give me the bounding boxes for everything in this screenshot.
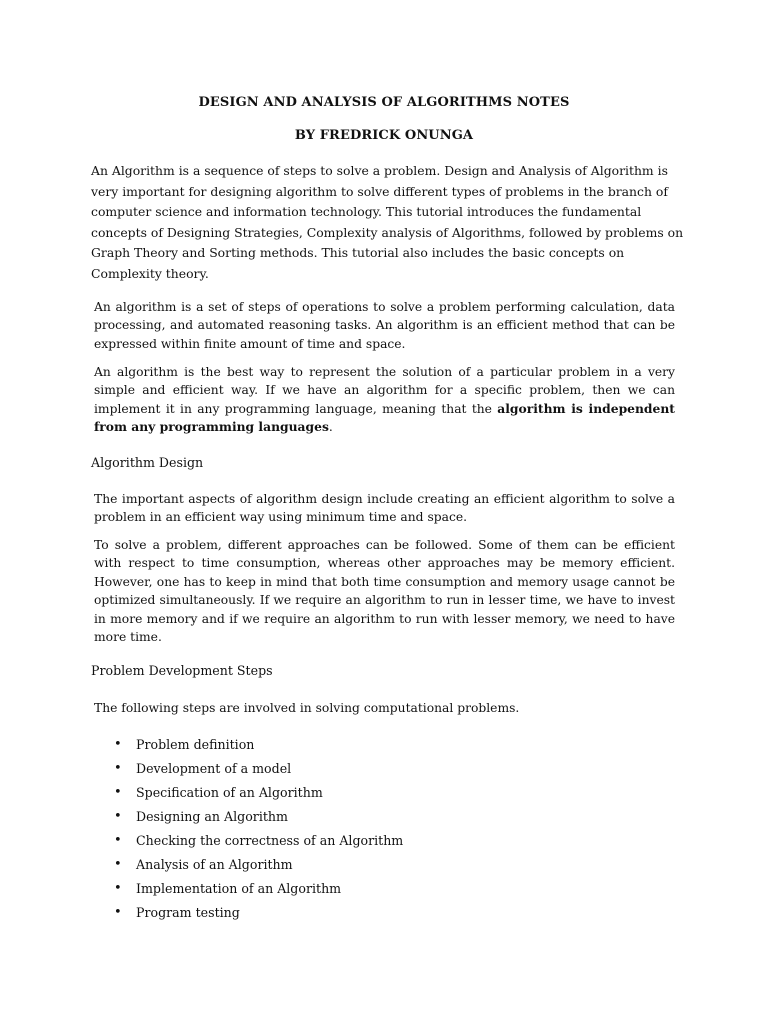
list-item: • Problem definition [112, 736, 403, 760]
list-item: • Checking the correctness of an Algorithm [112, 832, 403, 856]
design-aspects-paragraph: The important aspects of algorithm design include creating an efficient algorithm to solve a problem in an efficient way using minimum time and space. [94, 492, 675, 525]
definition-paragraph: An algorithm is a set of steps of operations to solve a problem performing calculation, data processing, and automated reasoning tasks. An algorithm is an efficient method that can be expressed within finite amount of time and space. [94, 300, 675, 351]
steps-intro-paragraph: The following steps are involved in solving computational problems. [94, 701, 520, 715]
steps-list [112, 736, 403, 928]
best-way-paragraph [94, 363, 675, 437]
best-way-text: An algorithm is the best way to represent the solution of a particular problem in a very simple and efficient way. If we have an algorithm for a specific problem, then we can implement it in any programming language, meaning that the [94, 365, 675, 416]
best-way-bold-text: algorithm is independent from any programming languages [94, 400, 675, 435]
problem-development-steps-heading: Problem Development Steps [91, 663, 273, 678]
design-approaches-paragraph: To solve a problem, different approaches can be followed. Some of them can be efficient with respect to time consumption, whereas other approaches may be memory efficient. However, one has to keep in mind that both time consumption and memory usage cannot be optimized simultaneously. If we require an algorithm to run in lesser time, we have to invest in more memory and if we require an algorithm to run with lesser memory, we need to have more time. [94, 538, 675, 645]
document-author: BY FREDRICK ONUNGA [294, 128, 474, 143]
list-item: • Designing an Algorithm [112, 808, 403, 832]
best-way-end: . [328, 420, 333, 435]
list-item: • Specification of an Algorithm [112, 784, 403, 808]
algorithm-design-heading: Algorithm Design [91, 455, 204, 470]
list-item: • Program testing [112, 904, 403, 928]
document-title: DESIGN AND ANALYSIS OF ALGORITHMS NOTES [198, 95, 570, 110]
list-item: • Development of a model [112, 760, 403, 784]
list-item: • Implementation of an Algorithm [112, 880, 403, 904]
intro-paragraph: An Algorithm is a sequence of steps to solve a problem. Design and Analysis of Algorithm is very important for designing algorithm to solve different types of problems in the branch of computer science and information technology. This tutorial introduces the fundamental concepts of Designing Strategies, Complexity analysis of Algorithms, followed by problems on Graph Theory and Sorting methods. This tutorial also includes the basic concepts on Complexity theory. [91, 163, 684, 281]
list-item: • Analysis of an Algorithm [112, 856, 403, 880]
